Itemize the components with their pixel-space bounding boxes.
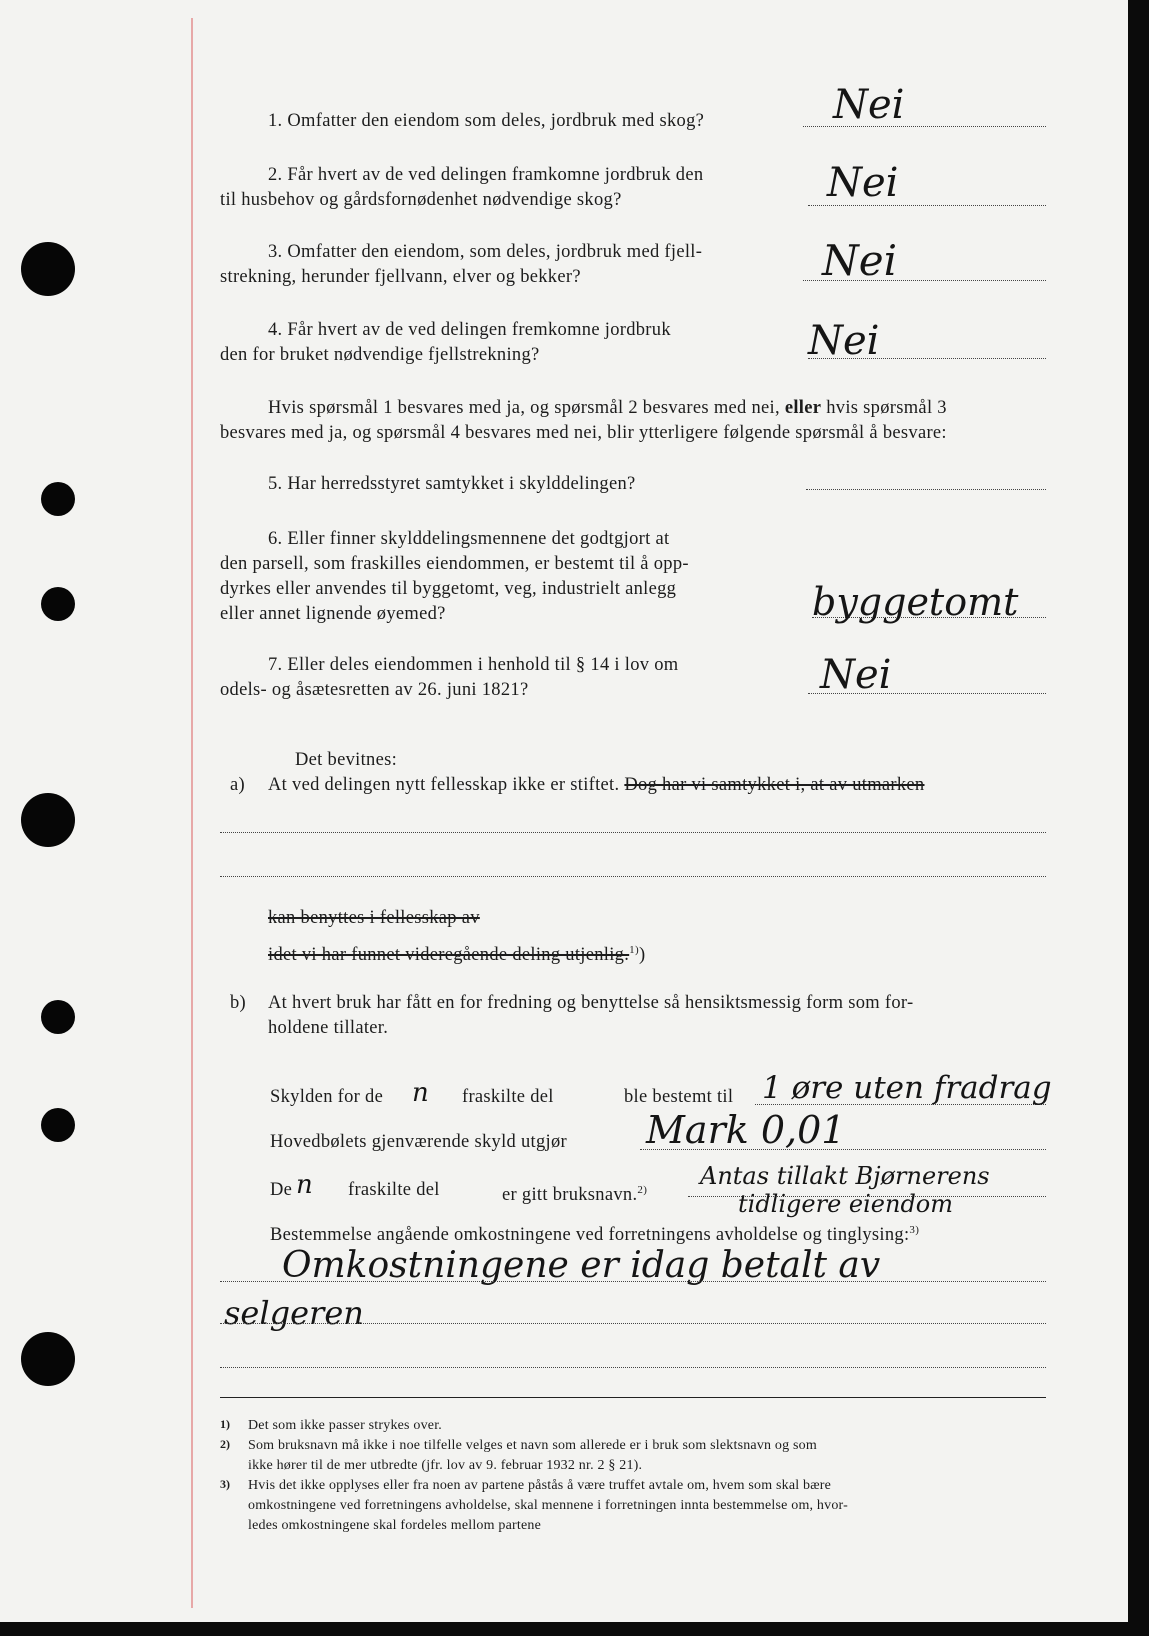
attest-a-line xyxy=(268,773,925,798)
question-1-text: 1. Omfatter den eiendom som deles, jordbruk med skog? xyxy=(268,111,705,131)
bruksnavn-label-a: De xyxy=(270,1180,293,1200)
condition-part-2: hvis spørsmål 3 xyxy=(826,398,947,418)
attest-a-text: At ved delingen nytt fellesskap ikke er stiftet. xyxy=(268,775,620,795)
question-7-line-1: 7. Eller deles eiendommen i henhold til § 14 i lov om xyxy=(268,655,679,675)
footnote-3-mark: 3) xyxy=(220,1477,230,1491)
bruksnavn-label-c: er gitt bruksnavn. xyxy=(502,1185,638,1206)
footnote-1-text: Det som ikke passer strykes over. xyxy=(248,1418,443,1433)
question-4-line-1: 4. Får hvert av de ved delingen fremkomne jordbruk xyxy=(268,320,671,340)
footnote-3-line-3: ledes omkostningene skal fordeles mellom partene xyxy=(248,1518,542,1533)
bruksnavn-hand-suffix: n xyxy=(296,1170,313,1200)
footnote-ref-2: 2) xyxy=(637,1184,648,1196)
binder-hole xyxy=(21,793,75,847)
omkostninger-line-3 xyxy=(220,1367,1046,1368)
answer-4-handwritten: Nei xyxy=(808,318,880,364)
question-3-line-1: 3. Omfatter den eiendom, som deles, jordbruk med fjell- xyxy=(268,242,703,262)
question-6-line-3: dyrkes eller anvendes til byggetomt, veg, industrielt anlegg xyxy=(220,579,677,599)
answer-6-handwritten: byggetomt xyxy=(812,580,1019,624)
attest-b-label: b) xyxy=(230,993,247,1013)
attest-b-line-1: At hvert bruk har fått en for fredning og benyttelse så hensiktsmessig form som for- xyxy=(268,993,914,1013)
question-6-line-1: 6. Eller finner skylddelingsmennene det godtgjort at xyxy=(268,529,670,549)
attest-a-label: a) xyxy=(230,775,245,795)
condition-part-1: Hvis spørsmål 1 besvares med ja, og spørsmål 2 besvares med nei, xyxy=(268,398,780,418)
skyld-value-handwritten: 1 øre uten fradrag xyxy=(762,1070,1052,1106)
question-6-line-2: den parsell, som fraskilles eiendommen, er bestemt til å opp- xyxy=(220,554,689,574)
footnote-ref-3: 3) xyxy=(909,1224,920,1236)
condition-line-1 xyxy=(268,396,947,421)
footnote-separator xyxy=(220,1397,1046,1398)
question-4-line-2: den for bruket nødvendige fjellstrekning? xyxy=(220,345,540,365)
omkostninger-label: Bestemmelse angående omkostningene ved forretningens avholdelse og tinglysing: xyxy=(270,1225,910,1246)
question-2-line-2: til husbehov og gårdsfornødenhet nødvendige skog? xyxy=(220,190,622,210)
binder-hole xyxy=(41,1000,75,1034)
answer-line-5 xyxy=(806,489,1046,490)
footnote-2-line-1: Som bruksnavn må ikke i noe tilfelle velges et navn som allerede er i bruk som slektsnavn og som xyxy=(248,1438,817,1453)
footnote-3-line-1: Hvis det ikke opplyses eller fra noen av partene påstås å være truffet avtale om, hvem som skal bære xyxy=(248,1478,832,1493)
omkostninger-line-2 xyxy=(220,1323,1046,1324)
answer-3-handwritten: Nei xyxy=(822,236,898,285)
struck-line-1: kan benyttes i fellesskap av xyxy=(268,908,480,928)
struck-line-2: idet vi har funnet videregående deling utjenlig. xyxy=(268,945,630,966)
question-6-line-4: eller annet lignende øyemed? xyxy=(220,604,446,624)
binder-hole xyxy=(41,587,75,621)
footnote-2-mark: 2) xyxy=(220,1437,230,1451)
hovedbol-value-handwritten: Mark 0,01 xyxy=(646,1108,846,1152)
omkostninger-line-1 xyxy=(220,1281,1046,1282)
question-3-line-2: strekning, herunder fjellvann, elver og bekker? xyxy=(220,267,581,287)
attest-a-struck: Dog har vi samtykket i, at av utmarken xyxy=(624,775,925,795)
condition-line-2: besvares med ja, og spørsmål 4 besvares med nei, blir ytterligere følgende spørsmål å besvare: xyxy=(220,423,947,443)
footnote-ref-1: 1) xyxy=(629,944,639,956)
margin-rule xyxy=(191,18,193,1608)
bruksnavn-value-line-2: tidligere eiendom xyxy=(738,1190,954,1218)
blank-line-a1 xyxy=(220,832,1046,833)
condition-bold-word: eller xyxy=(784,398,822,418)
struck-line-2-wrap: idet vi har funnet videregående deling utjenlig.$^{1)}$) xyxy=(268,944,646,966)
binder-hole xyxy=(41,482,75,516)
omkostninger-value-line-2: selgeren xyxy=(224,1294,364,1332)
omkostninger-value-line-1: Omkostningene er idag betalt av xyxy=(282,1245,881,1286)
attest-b-line-2: holdene tillater. xyxy=(268,1018,389,1038)
omkostninger-label-wrap xyxy=(270,1218,919,1248)
question-5-text: 5. Har herredsstyret samtykket i skylddelingen? xyxy=(268,474,636,494)
footnote-2-line-2: ikke hører til de mer utbredte (jfr. lov av 9. februar 1932 nr. 2 § 21). xyxy=(248,1458,643,1473)
binder-hole xyxy=(41,1108,75,1142)
hovedbol-label: Hovedbølets gjenværende skyld utgjør xyxy=(270,1132,567,1152)
bruksnavn-value-line-1: Antas tillakt Bjørnerens xyxy=(700,1162,990,1190)
skyld-hand-suffix: n xyxy=(412,1078,429,1108)
question-7-line-2: odels- og åsætesretten av 26. juni 1821? xyxy=(220,680,529,700)
bruksnavn-label-b: fraskilte del xyxy=(348,1180,440,1200)
skyld-label-b: fraskilte del xyxy=(462,1087,554,1107)
bruksnavn-label-c-wrap xyxy=(502,1178,647,1208)
attest-heading: Det bevitnes: xyxy=(295,750,398,770)
answer-7-handwritten: Nei xyxy=(820,652,892,698)
question-2-line-1: 2. Får hvert av de ved delingen framkomne jordbruk den xyxy=(268,165,704,185)
footnote-3-line-2: omkostningene ved forretningens avholdelse, skal mennene i forretningen innta bestemmelse om, hvor- xyxy=(248,1498,848,1513)
skyld-label-a: Skylden for de xyxy=(270,1087,384,1107)
footnote-1-mark: 1) xyxy=(220,1417,230,1431)
blank-line-a2 xyxy=(220,876,1046,877)
skyld-label-c: ble bestemt til xyxy=(624,1087,734,1107)
answer-2-handwritten: Nei xyxy=(827,160,899,206)
binder-hole xyxy=(21,242,75,296)
answer-1-handwritten: Nei xyxy=(833,82,905,128)
binder-hole xyxy=(21,1332,75,1386)
